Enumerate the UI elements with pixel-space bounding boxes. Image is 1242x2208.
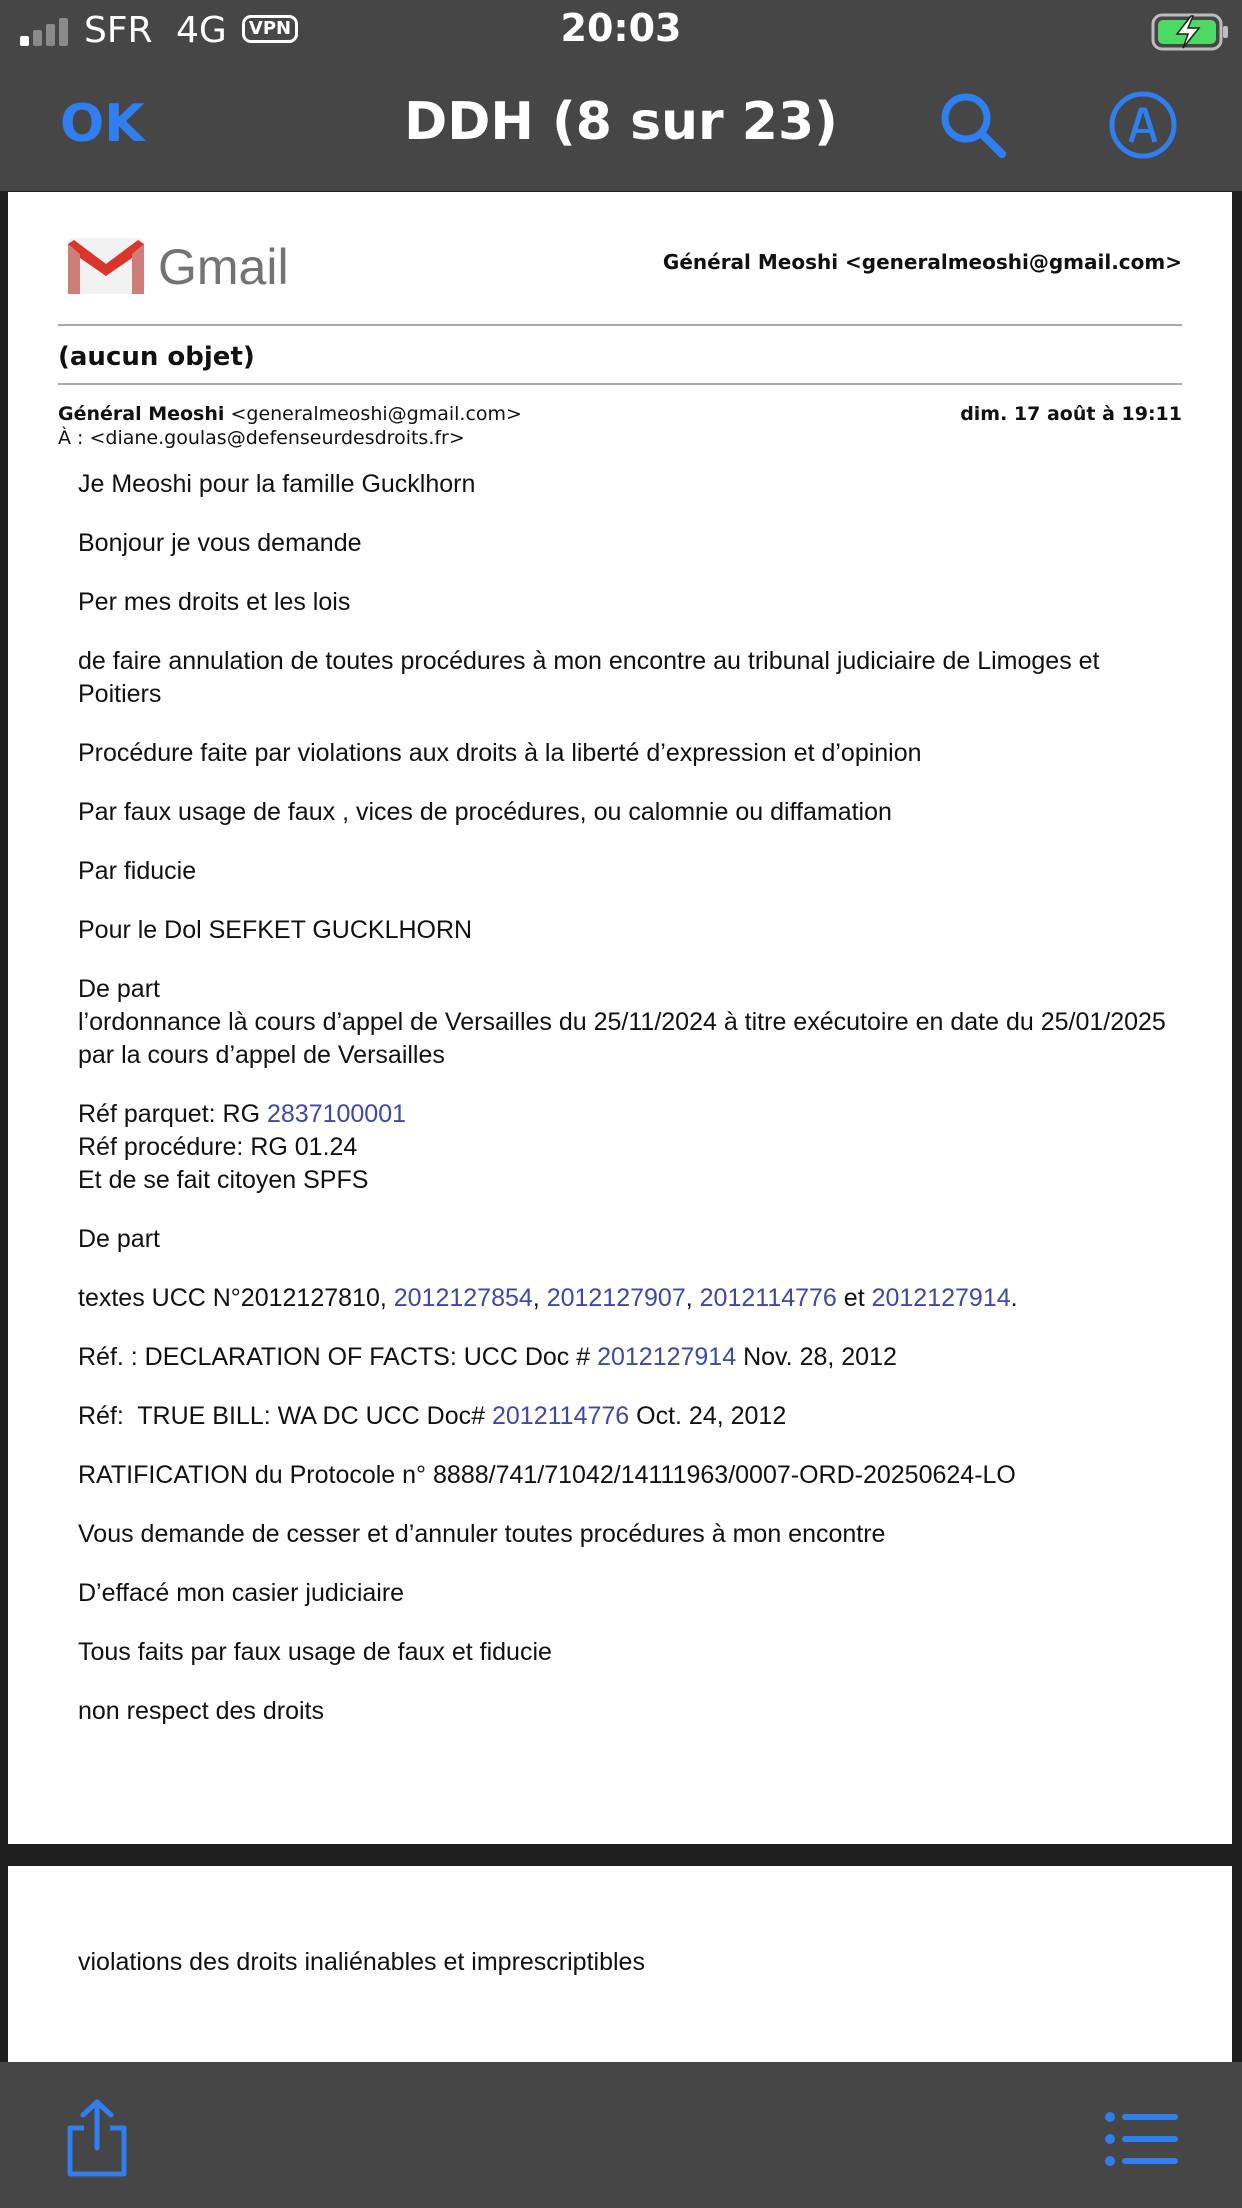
ok-button[interactable]: OK — [60, 94, 145, 154]
separator: et — [836, 1284, 872, 1312]
email-body-continued — [78, 1946, 1178, 2005]
body-paragraph: Procédure faite par violations aux droits à la liberté d’expression et d’opinion — [78, 739, 922, 767]
ucc-link[interactable]: 2012127907 — [546, 1284, 686, 1312]
document-page-1[interactable] — [8, 192, 1232, 1844]
citoyen-line: Et de se fait citoyen SPFS — [78, 1166, 369, 1194]
status-bar — [0, 0, 1242, 64]
body-paragraph: Par faux usage de faux , vices de procédures, ou calomnie ou diffamation — [78, 798, 892, 826]
body-paragraph: Par fiducie — [78, 857, 197, 885]
document-title: DDH (8 sur 23) — [404, 92, 838, 152]
share-icon[interactable] — [64, 2098, 130, 2178]
ref-parquet-label: Réf parquet: RG — [78, 1100, 267, 1128]
email-body — [78, 468, 1178, 1754]
ucc-texts-line — [78, 1282, 1178, 1315]
from-email: <generalmeoshi@gmail.com> — [230, 403, 522, 425]
carrier-label: SFR — [84, 10, 153, 51]
declaration-suffix: Nov. 28, 2012 — [736, 1343, 897, 1371]
ucc-prefix: textes UCC N°2012127810, — [78, 1284, 394, 1312]
body-paragraph: Pour le Dol SEFKET GUCKLHORN — [78, 916, 473, 944]
separator: . — [1010, 1284, 1018, 1312]
to-line: À : <diane.goulas@defenseurdesdroits.fr> — [58, 427, 465, 449]
list-icon[interactable] — [1104, 2110, 1180, 2168]
true-bill-prefix: Réf: TRUE BILL: WA DC UCC Doc# — [78, 1402, 492, 1430]
ucc-link[interactable]: 2012127914 — [871, 1284, 1011, 1312]
separator: , — [532, 1284, 547, 1312]
body-paragraph: Per mes droits et les lois — [78, 588, 351, 616]
body-paragraph: D’effacé mon casier judiciaire — [78, 1579, 405, 1607]
body-paragraph: non respect des droits — [78, 1697, 324, 1725]
true-bill-link[interactable]: 2012114776 — [492, 1402, 630, 1430]
body-paragraph: Je Meoshi pour la famille Gucklhorn — [78, 470, 476, 498]
body-paragraph: RATIFICATION du Protocole n° 8888/741/71042/14111963/0007-ORD-20250624-LO — [78, 1461, 1016, 1489]
status-time: 20:03 — [560, 6, 682, 50]
ucc-link[interactable]: 2012114776 — [699, 1284, 837, 1312]
search-icon[interactable] — [938, 90, 1008, 160]
body-paragraph — [78, 973, 1178, 1072]
declaration-prefix: Réf. : DECLARATION OF FACTS: UCC Doc # — [78, 1343, 598, 1371]
ucc-link[interactable]: 2012127854 — [393, 1284, 533, 1312]
email-date: dim. 17 août à 19:11 — [960, 403, 1182, 425]
bottom-toolbar — [0, 2062, 1242, 2208]
header-sender: Général Meoshi <generalmeoshi@gmail.com> — [662, 250, 1182, 274]
gmail-envelope-icon — [68, 238, 144, 294]
battery-charging-icon — [1151, 13, 1231, 51]
ref-procedure: Réf procédure: RG 01.24 — [78, 1133, 358, 1161]
references-block — [78, 1098, 1178, 1197]
top-chrome — [0, 0, 1242, 191]
body-paragraph: De part — [78, 1225, 160, 1253]
ref-parquet-link[interactable]: 2837100001 — [266, 1100, 407, 1128]
vpn-badge: VPN — [242, 15, 298, 43]
body-paragraph: Vous demande de cesser et d’annuler toutes procédures à mon encontre — [78, 1520, 886, 1548]
document-page-2[interactable] — [8, 1866, 1232, 2062]
true-bill-ref — [78, 1400, 1178, 1433]
true-bill-suffix: Oct. 24, 2012 — [629, 1402, 787, 1430]
email-subject: (aucun objet) — [58, 342, 255, 372]
navigation-bar — [0, 64, 1242, 191]
separator: , — [685, 1284, 700, 1312]
body-paragraph: Bonjour je vous demande — [78, 529, 362, 557]
body-paragraph: Tous faits par faux usage de faux et fiducie — [78, 1638, 552, 1666]
de-part-line: De part — [78, 975, 160, 1003]
ordonnance-line: l’ordonnance là cours d’appel de Versailles du 25/11/2024 à titre exécutoire en date du 25/01/2025 par la cours d’appel de Versailles — [78, 1008, 1166, 1069]
declaration-ref — [78, 1341, 1178, 1374]
network-label: 4G — [176, 10, 227, 51]
body-paragraph: violations des droits inaliénables et imprescriptibles — [78, 1948, 645, 1976]
markup-pen-icon[interactable] — [1108, 90, 1178, 160]
header-divider — [58, 324, 1182, 326]
declaration-link[interactable]: 2012127914 — [597, 1343, 737, 1371]
gmail-logo — [68, 234, 298, 298]
from-name: Général Meoshi — [58, 403, 225, 425]
subject-divider — [58, 383, 1182, 385]
body-paragraph: de faire annulation de toutes procédures à mon encontre au tribunal judiciaire de Limoges et Poitiers — [78, 647, 1100, 708]
email-meta — [58, 402, 1182, 450]
gmail-wordmark: Gmail — [158, 239, 289, 295]
